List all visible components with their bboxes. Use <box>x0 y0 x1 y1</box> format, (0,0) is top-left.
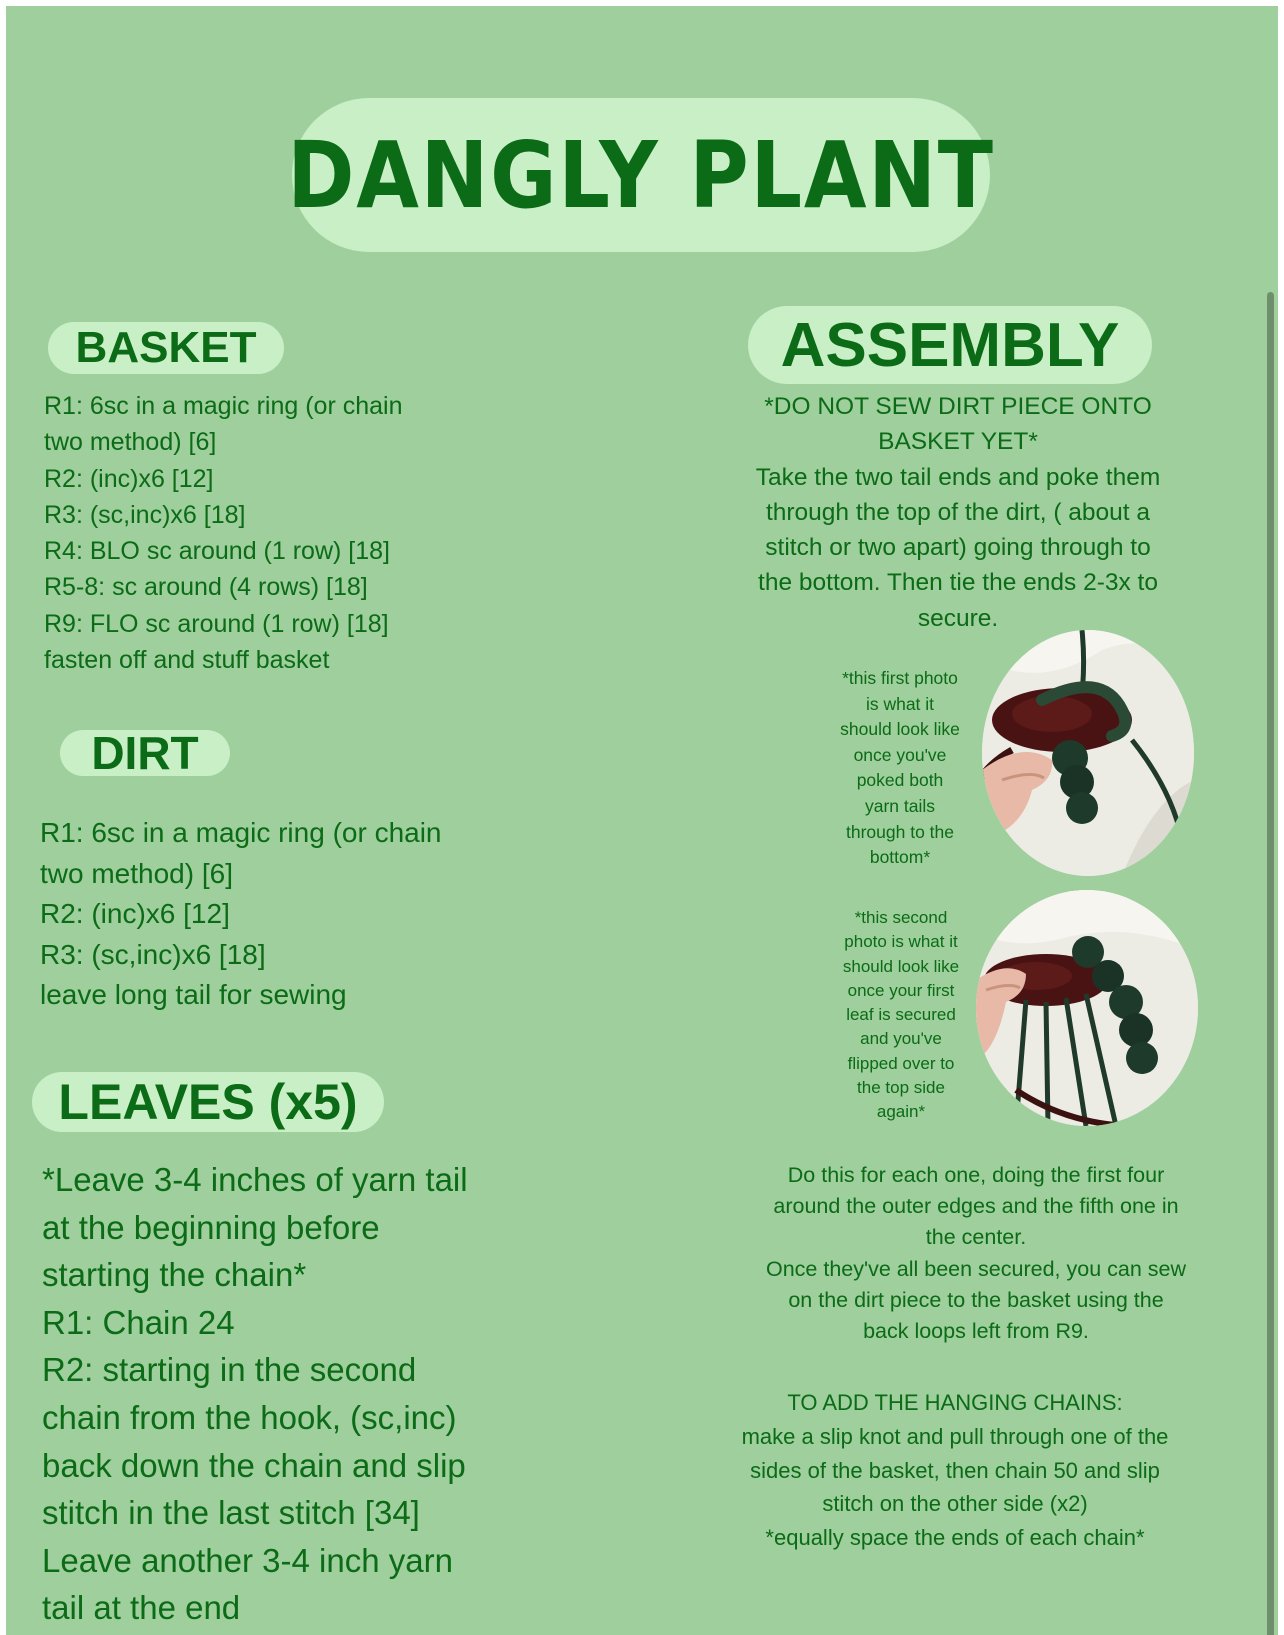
dirt-instructions <box>40 813 442 1016</box>
leaves-heading-pill <box>32 1072 384 1132</box>
leaves-line: Leave another 3-4 inch yarn <box>42 1541 453 1579</box>
crochet-photo-tails-poked <box>982 630 1194 876</box>
crochet-photo-leaf-secured <box>976 890 1198 1126</box>
hanging-chains-line: TO ADD THE HANGING CHAINS: <box>787 1390 1123 1415</box>
basket-line: R4: BLO sc around (1 row) [18] <box>44 537 390 566</box>
assembly-intro-line: secure. <box>917 604 999 632</box>
hanging-chains-line: stitch on the other side (x2) <box>822 1491 1088 1517</box>
dirt-line: R2: (inc)x6 [12] <box>40 898 230 929</box>
leaves-line: stitch in the last stitch [34] <box>42 1494 420 1532</box>
leaves-line: *Leave 3-4 inches of yarn tail <box>42 1161 468 1198</box>
assembly-intro-line: BASKET YET* <box>878 428 1038 456</box>
assembly-intro-line: the bottom. Then tie the ends 2-3x to <box>758 569 1158 597</box>
basket-line: R5-8: sc around (4 rows) [18] <box>44 573 368 602</box>
basket-heading-pill <box>48 322 284 374</box>
assembly-step-line: Once they've all been secured, you can sew <box>765 1256 1187 1281</box>
assembly-intro <box>716 389 1200 636</box>
leaves-line: at the beginning before <box>42 1208 380 1246</box>
basket-line: R1: 6sc in a magic ring (or chain <box>44 392 403 420</box>
basket-instructions <box>44 388 402 678</box>
basket-line: fasten off and stuff basket <box>44 646 330 675</box>
recipe-page <box>6 6 1278 1635</box>
leaves-line: R2: starting in the second <box>42 1351 417 1389</box>
assembly-step-line: Do this for each one, doing the first four <box>787 1163 1165 1187</box>
assembly-intro-line: *DO NOT SEW DIRT PIECE ONTO <box>764 393 1152 420</box>
basket-line: R2: (inc)x6 [12] <box>44 464 214 493</box>
leaves-heading: LEAVES (x5) <box>58 1074 358 1130</box>
leaves-line: tail at the end <box>42 1589 241 1627</box>
assembly-step-line: on the dirt piece to the basket using the <box>788 1287 1164 1312</box>
basket-heading: BASKET <box>75 323 257 372</box>
hanging-chains-line: make a slip knot and pull through one of the <box>741 1423 1169 1449</box>
photo1-caption: *this first photo is what it should look like once you've poked both yarn tails through to the bottom* <box>840 668 960 868</box>
basket-line: two method) [6] <box>44 428 217 457</box>
leaves-line: chain from the hook, (sc,inc) <box>42 1398 457 1436</box>
assembly-step-line: the center. <box>925 1225 1027 1250</box>
dirt-line: R3: (sc,inc)x6 [18] <box>40 938 266 970</box>
assembly-heading-pill <box>748 306 1152 384</box>
assembly-intro-line: through the top of the dirt, ( about a <box>765 498 1151 526</box>
assembly-heading: ASSEMBLY <box>780 310 1120 380</box>
dirt-line: R1: 6sc in a magic ring (or chain <box>40 817 442 848</box>
assembly-steps <box>736 1160 1216 1347</box>
dirt-heading: DIRT <box>91 727 199 779</box>
hanging-chains-line: sides of the basket, then chain 50 and slip <box>750 1457 1160 1483</box>
leaves-instructions <box>42 1156 468 1632</box>
assembly-intro-line: Take the two tail ends and poke them <box>755 463 1161 491</box>
assembly-step-line: around the outer edges and the fifth one in <box>773 1194 1179 1219</box>
dirt-line: leave long tail for sewing <box>40 979 347 1010</box>
hanging-chains-line: *equally space the ends of each chain* <box>765 1525 1145 1551</box>
leaves-line: R1: Chain 24 <box>42 1303 235 1341</box>
leaves-line: back down the chain and slip <box>42 1446 466 1484</box>
dirt-line: two method) [6] <box>40 857 233 889</box>
dirt-heading-pill <box>60 727 230 779</box>
basket-line: R3: (sc,inc)x6 [18] <box>44 500 246 529</box>
page-title: DANGLY PLANT <box>287 121 995 229</box>
photo2-caption: *this second photo is what it should look like once your first leaf is secured and you've flipped over to the top side again* <box>842 908 960 1122</box>
title-banner <box>287 98 995 252</box>
assembly-step-line: back loops left from R9. <box>863 1319 1089 1344</box>
basket-line: R9: FLO sc around (1 row) [18] <box>44 609 389 638</box>
scrollbar-thumb[interactable] <box>1267 292 1274 1635</box>
hanging-chains-instructions <box>690 1386 1220 1555</box>
leaves-line: starting the chain* <box>42 1256 307 1294</box>
assembly-intro-line: stitch or two apart) going through to <box>765 534 1151 562</box>
